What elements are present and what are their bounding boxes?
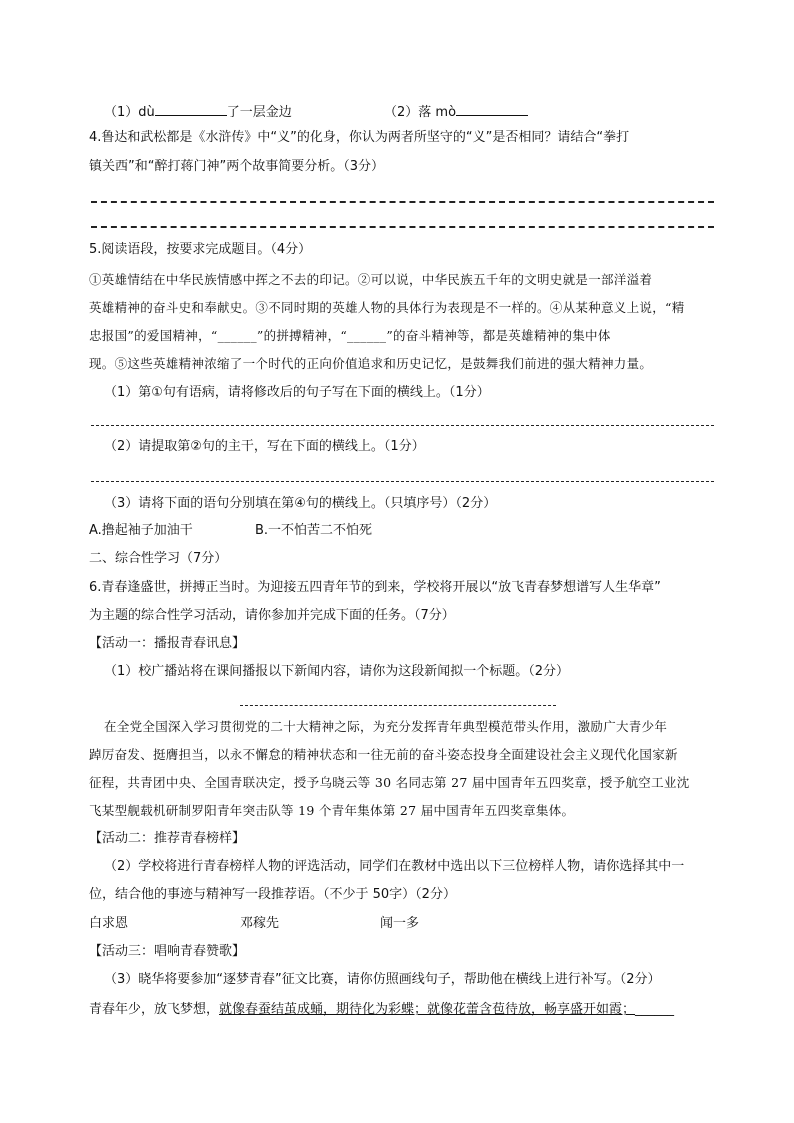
activity-2-question-line-1: （2）学校将进行青春榜样人物的评选活动，同学们在教材中选出以下三位榜样人物，请你选择其中一 bbox=[104, 859, 685, 874]
sentence-start: 青春年少，放飞梦想， bbox=[89, 1002, 220, 1017]
title-answer-line[interactable] bbox=[240, 705, 556, 706]
activity-3-heading: 【活动三：唱响青春赞歌】 bbox=[89, 944, 246, 959]
activity-3-question: （3）晓华将要参加“逐梦青春”征文比赛，请你仿照画线句子，帮助他在横线上进行补写。（2分） bbox=[104, 972, 661, 987]
answer-blank[interactable] bbox=[456, 101, 528, 116]
answer-line[interactable] bbox=[91, 226, 714, 228]
section-2-heading: 二、综合性学习（7分） bbox=[89, 551, 228, 566]
imitation-sentence bbox=[89, 1000, 674, 1020]
question-5: 5.阅读语段，按要求完成题目。（4分） bbox=[89, 242, 312, 257]
answer-line[interactable] bbox=[91, 425, 714, 426]
news-line-4: 飞某型舰载机研制罗阳青年突击队等 19 个青年集体第 27 届中国青年五四奖章集体。 bbox=[89, 803, 575, 818]
news-line-3: 征程，共青团中央、全国青联决定，授予乌晓云等 30 名同志第 27 届中国青年五四奖章，授予航空工业沈 bbox=[89, 775, 690, 790]
answer-line[interactable] bbox=[91, 201, 714, 203]
activity-1-heading: 【活动一：播报青春讯息】 bbox=[89, 636, 246, 651]
subquestion-2: （2）请提取第②句的主干，写在下面的横线上。（1分） bbox=[104, 439, 425, 454]
answer-blank[interactable] bbox=[155, 101, 227, 116]
passage-line-2: 英雄精神的奋斗史和奉献史。③不同时期的英雄人物的具体行为表现是不一样的。④从某种意义上说，“精 bbox=[89, 300, 685, 315]
news-line-2: 踔厉奋发、挺膺担当，以永不懈怠的精神状态和一往无前的奋斗姿态投身全面建设社会主义现代化国家新 bbox=[89, 747, 678, 762]
question-6-line-1: 6.青春逢盛世，拼搏正当时。为迎接五四青年节的到来，学校将开展以“放飞青春梦想谱写人生华章” bbox=[89, 580, 661, 595]
passage-line-1: ①英雄情结在中华民族情感中挥之不去的印记。②可以说，中华民族五千年的文明史就是一部洋溢着 bbox=[89, 272, 653, 287]
option-b: B.一不怕苦二不怕死 bbox=[255, 523, 373, 538]
subquestion-3: （3）请将下面的语句分别填在第④句的横线上。（只填序号）（2分） bbox=[104, 496, 497, 511]
fill-item-2 bbox=[384, 101, 528, 123]
question-4-line-1: 4.鲁达和武松都是《水浒传》中“义”的化身，你认为两者所坚守的“义”是否相同？请结合“拳打 bbox=[89, 130, 630, 145]
underlined-model-sentence: 就像春蚕结茧成蛹，期待化为彩蝶；就像花蕾含苞待放，畅享盛开如霞； bbox=[219, 1002, 636, 1017]
passage-line-3: 忠报国”的爱国精神，“______”的拼搏精神，“______”的奋斗精神等，都是英雄精神的集中体 bbox=[89, 328, 611, 343]
role-model-name: 邓稼先 bbox=[240, 916, 280, 931]
activity-2-heading: 【活动二：推荐青春榜样】 bbox=[89, 831, 246, 846]
question-6-line-2: 为主题的综合性学习活动，请你参加并完成下面的任务。（7分） bbox=[89, 608, 455, 623]
fill-item-1 bbox=[104, 101, 292, 123]
role-model-name: 白求恩 bbox=[89, 916, 129, 931]
answer-blank[interactable]: ______ bbox=[635, 1002, 675, 1017]
answer-line[interactable] bbox=[91, 481, 714, 482]
pinyin-du: （1）dù bbox=[104, 105, 155, 120]
role-model-name: 闻一多 bbox=[380, 916, 420, 931]
pinyin-mo: （2）落 mò bbox=[384, 105, 457, 120]
option-a: A.撸起袖子加油干 bbox=[89, 523, 193, 538]
passage-line-4: 现。⑤这些英雄精神浓缩了一个时代的正向价值追求和历史记忆，是鼓舞我们前进的强大精神力量。 bbox=[89, 356, 653, 371]
activity-1-question: （1）校广播站将在课间播报以下新闻内容，请你为这段新闻拟一个标题。（2分） bbox=[104, 664, 570, 679]
activity-2-question-line-2: 位，结合他的事迹与精神写一段推荐语。（不少于 50字）（2分） bbox=[89, 887, 456, 902]
subquestion-1: （1）第①句有语病，请将修改后的句子写在下面的横线上。（1分） bbox=[104, 385, 490, 400]
question-4-line-2: 镇关西”和“醉打蒋门神”两个故事简要分析。（3分） bbox=[89, 159, 384, 174]
news-line-1: 在全党全国深入学习贯彻党的二十大精神之际，为充分发挥青年典型模范带头作用，激励广大青少年 bbox=[104, 719, 668, 734]
fill-text: 了一层金边 bbox=[226, 105, 292, 120]
